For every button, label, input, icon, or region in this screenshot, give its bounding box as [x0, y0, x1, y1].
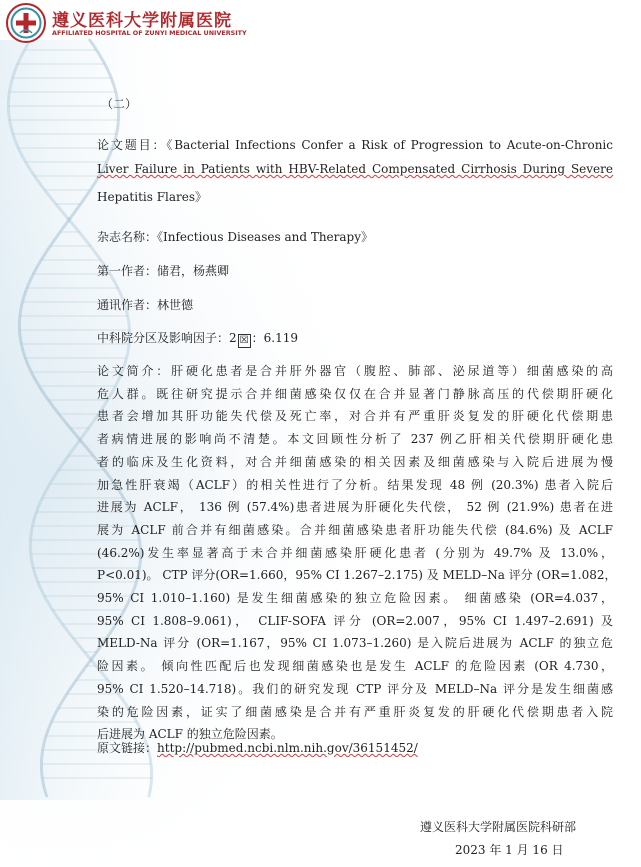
- title-text-line-1: 《Bacterial Infections Confer a Risk of Progression to Acute-on-Chronic: [166, 138, 613, 152]
- abstract-line: 95% CI 1.808–9.061)， CLIF-SOFA 评分 (OR=2.007，95% CI 1.497–2.691) 及: [97, 613, 613, 628]
- abstract-line: 加急性肝衰竭（ACLF）的相关性进行了分析。结果发现 48 例 (20.3%) 患者入院后: [97, 477, 613, 492]
- paper-title-line-1: [97, 136, 613, 153]
- link-label: 原文链接：: [97, 741, 158, 755]
- hospital-emblem-icon: [6, 3, 46, 43]
- abstract-line: (46.2%)发生率显著高于未合并细菌感染肝硬化患者 (分别为 49.7% 及 13.0%，: [97, 545, 613, 560]
- footer-department: 遵义医科大学附属医院科研部: [420, 820, 577, 834]
- abstract-line: 患者会增加其肝功能失代偿及死亡率，对合并有严重肝炎复发的肝硬化代偿期患: [97, 409, 613, 424]
- title-text-line-3: Hepatitis Flares》: [97, 190, 208, 204]
- first-author-label: 第一作者：: [97, 264, 158, 278]
- abstract-line: 染的危险因素，证实了细菌感染是合并有严重肝炎复发的肝硬化代偿期患者入院: [97, 704, 613, 719]
- abstract-line: 者的临床及生化资料，对合并细菌感染的相关因素及细菌感染与入院后进展为慢: [97, 454, 613, 469]
- link-row: [97, 735, 613, 761]
- journal-row: [97, 224, 613, 250]
- cas-zone: 2: [229, 331, 237, 345]
- checkbox-icon: ☒: [238, 334, 251, 348]
- first-author-row: [97, 258, 613, 284]
- abstract-line: MELD-Na 评分 (OR=1.167，95% CI 1.073–1.260) 是入院后进展为 ACLF 的独立危: [97, 636, 613, 651]
- paper-title-line-3: [97, 188, 613, 205]
- abstract-line: 论文简介：肝硬化患者是合并肝外器官（腹腔、肺部、泌尿道等）细菌感染的高: [97, 364, 613, 378]
- abstract-line: 危人群。既往研究提示合并细菌感染仅仅在合并显著门静脉高压的代偿期肝硬化: [97, 386, 613, 401]
- abstract-line: 95% CI 1.010–1.160) 是发生细菌感染的独立危险因素。 细菌感染 (OR=4.037，: [97, 591, 613, 605]
- abstract-line: 后进展为 ACLF 的独立危险因素。: [97, 727, 283, 742]
- corresponding-author-label: 通讯作者：: [97, 298, 158, 312]
- paper-title-line-2: [97, 162, 613, 176]
- section-number: （二）: [101, 97, 138, 111]
- footer-date: 2023 年 1 月 16 日: [455, 843, 564, 857]
- first-author-names: 储君，杨燕卿: [157, 264, 230, 278]
- abstract-line: 险因素。 倾向性匹配后也发现细菌感染也是发生 ACLF 的危险因素 (OR 4.730，: [97, 659, 613, 674]
- journal-label: 杂志名称：: [97, 230, 158, 244]
- cas-zone-row: [97, 325, 613, 351]
- journal-name: 《Infectious Diseases and Therapy》: [157, 230, 374, 244]
- abstract-line: 者病情进展的影响尚不清楚。本文回顾性分析了 237 例乙肝相关代偿期肝硬化患: [97, 432, 613, 447]
- corresponding-author-row: [97, 292, 613, 318]
- title-label: 论文题目：: [97, 138, 167, 152]
- abstract-line: 展为 ACLF 前合并有细菌感染。合并细菌感染患者肝功能失代偿 (84.6%) 及 ACLF: [97, 522, 613, 537]
- impact-factor: ：6.119: [251, 331, 299, 345]
- abstract-line: P<0.01)。 CTP 评分(OR=1.660，95% CI 1.267–2.175) 及 MELD–Na 评分 (OR=1.082，: [97, 568, 617, 583]
- hospital-name-en: AFFILIATED HOSPITAL OF ZUNYI MEDICAL UNIVERSITY: [52, 29, 247, 37]
- abstract-line: 进展为 ACLF， 136 例 (57.4%)患者进展为肝硬化失代偿， 52 例 (21.9%) 患者在进: [97, 500, 613, 515]
- cas-label: 中科院分区及影响因子：: [97, 331, 230, 345]
- pubmed-link[interactable]: http://pubmed.ncbi.nlm.nih.gov/36151452/: [157, 741, 418, 755]
- abstract-line: 95% CI 1.520–14.718)。我们的研究发现 CTP 评分及 MELD–Na 评分是发生细菌感: [97, 681, 613, 696]
- hospital-header: [6, 3, 256, 43]
- hospital-name-cn: 遵义医科大学附属医院: [52, 11, 232, 31]
- corresponding-author-name: 林世德: [157, 298, 194, 312]
- title-text-line-2: Liver Failure in Patients with HBV-Related Compensated Cirrhosis During Severe: [97, 162, 613, 176]
